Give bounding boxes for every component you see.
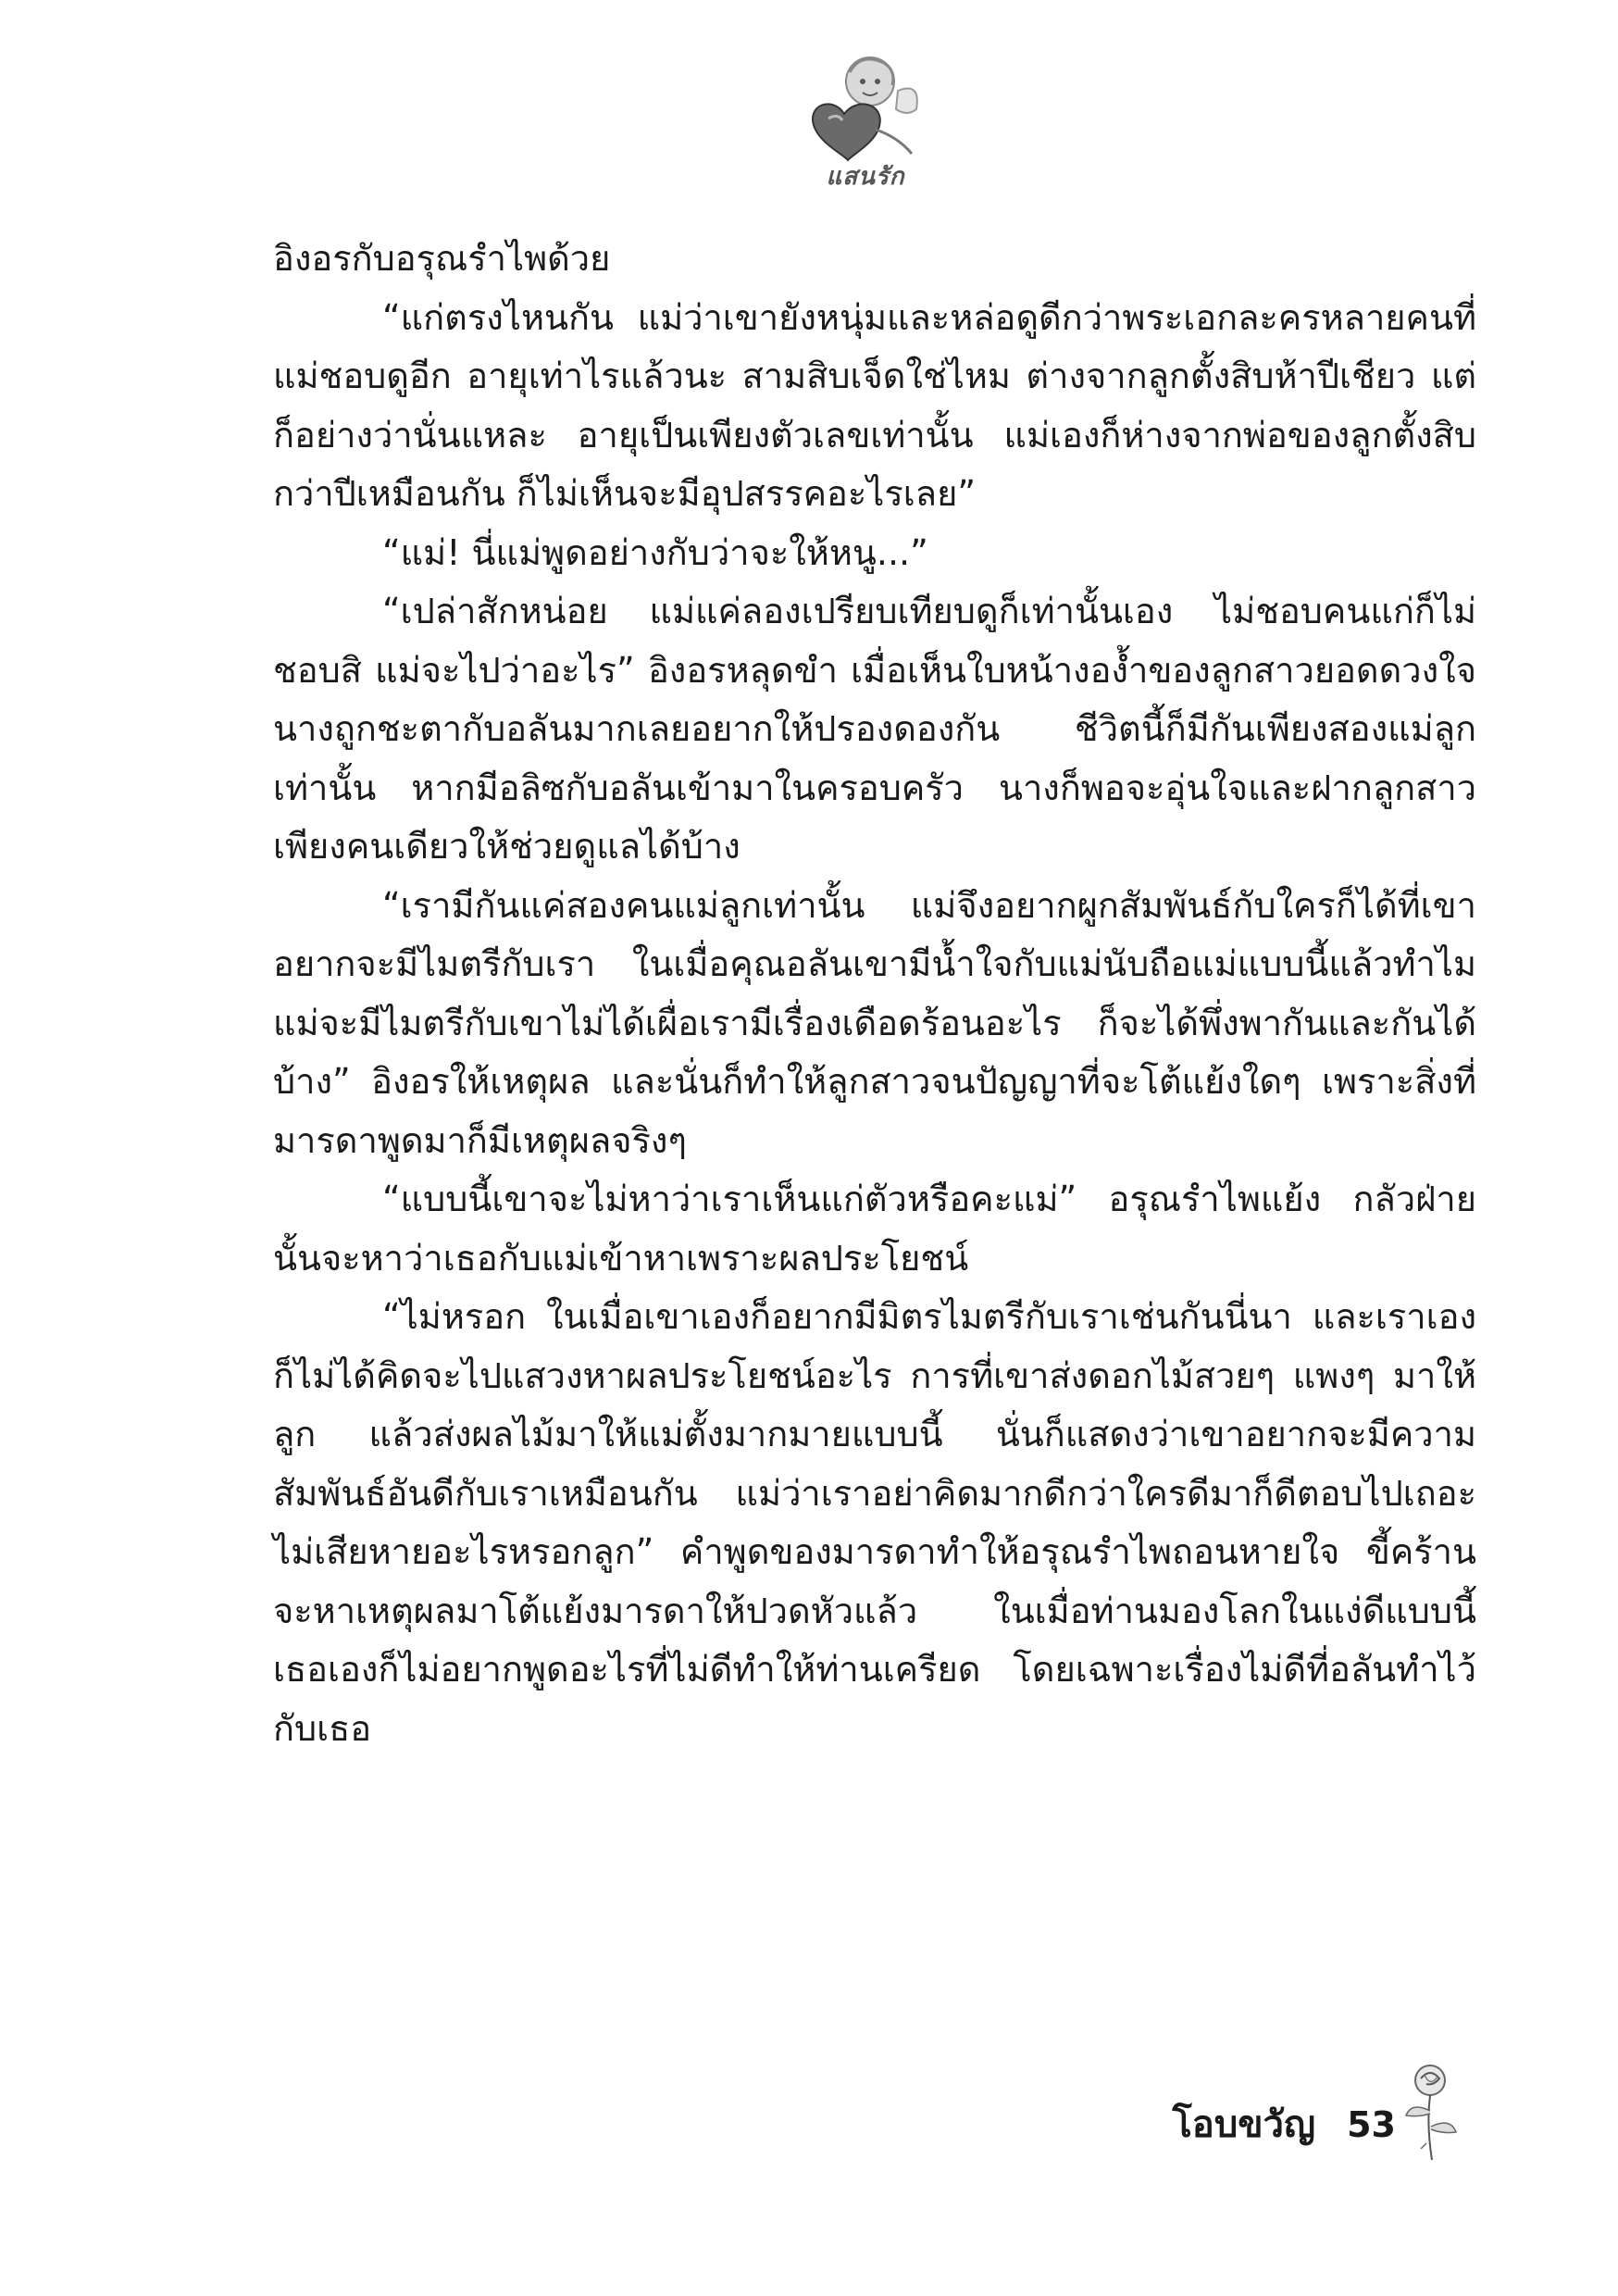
paragraph: “แบบนี้เขาจะไม่หาว่าเราเห็นแก่ตัวหรือคะแม่” อรุณรำไพแย้ง กลัวฝ่ายนั้นจะหาว่าเธอกับแม่เข้าหาเพราะผลประโยชน์: [273, 1179, 1476, 1279]
logo-text: แสนรัก: [826, 163, 905, 191]
paragraph: “แม่! นี่แม่พูดอย่างกับว่าจะให้หนู...”: [382, 531, 928, 573]
paragraph: อิงอรกับอรุณรำไพด้วย: [273, 238, 611, 279]
page-footer: [1172, 2094, 1396, 2153]
paragraph: “แก่ตรงไหนกัน แม่ว่าเขายังหนุ่มและหล่อดูดีกว่าพระเอกละครหลายคนที่แม่ชอบดูอีก อายุเท่าไรแล้วนะ สามสิบเจ็ดใช่ไหม ต่างจากลูกตั้งสิบห้าปีเชียว แต่ก็อย่างว่านั่นแหละ อายุเป็นเพียงตัวเลขเท่านั้น แม่เองก็ห่างจากพ่อของลูกตั้งสิบกว่าปีเหมือนกัน ก็ไม่เห็นจะมีอุปสรรคอะไรเลย”: [273, 296, 1476, 514]
paragraph: “เปล่าสักหน่อย แม่แค่ลองเปรียบเทียบดูก็เท่านั้นเอง ไม่ชอบคนแก่ก็ไม่ชอบสิ แม่จะไปว่าอะไร” อิงอรหลุดขำ เมื่อเห็นใบหน้างอง้ำของลูกสาวยอดดวงใจ นางถูกชะตากับอลันมากเลยอยากให้ปรองดองกัน ชีวิตนี้ก็มีกันเพียงสองแม่ลูกเท่านั้น หากมีอลิซกับอลันเข้ามาในครอบครัว นางก็พอจะอุ่นใจและฝากลูกสาวเพียงคนเดียวให้ช่วยดูแลได้บ้าง: [273, 591, 1476, 867]
page-number: 53: [1347, 2104, 1396, 2145]
body-text: [273, 230, 1476, 1758]
paragraph: “ไม่หรอก ในเมื่อเขาเองก็อยากมีมิตรไมตรีกับเราเช่นกันนี่นา และเราเองก็ไม่ได้คิดจะไปแสวงหาผลประโยชน์อะไร การที่เขาส่งดอกไม้สวยๆ แพงๆ มาให้ลูก แล้วส่งผลไม้มาให้แม่ตั้งมากมายแบบนี้ นั่นก็แสดงว่าเขาอยากจะมีความสัมพันธ์อันดีกับเราเหมือนกัน แม่ว่าเราอย่าคิดมากดีกว่าใครดีมาก็ดีตอบไปเถอะ ไม่เสียหายอะไรหรอกลูก” คำพูดของมารดาทำให้อรุณรำไพถอนหายใจ ขี้คร้านจะหาเหตุผลมาโต้แย้งมารดาให้ปวดหัวแล้ว ในเมื่อท่านมองโลกในแง่ดีแบบนี้ เธอเองก็ไม่อยากพูดอะไรที่ไม่ดีทำให้ท่านเครียด โดยเฉพาะเรื่องไม่ดีที่อลันทำไว้กับเธอ: [273, 1296, 1476, 1749]
book-title: โอบขวัญ: [1172, 2103, 1316, 2146]
rose-icon: [1393, 2060, 1467, 2162]
paragraph: “เรามีกันแค่สองคนแม่ลูกเท่านั้น แม่จึงอยากผูกสัมพันธ์กับใครก็ได้ที่เขาอยากจะมีไมตรีกับเรา ในเมื่อคุณอลันเขามีน้ำใจกับแม่นับถือแม่แบบนี้แล้วทำไมแม่จะมีไมตรีกับเขาไม่ได้เผื่อเรามีเรื่องเดือดร้อนอะไร ก็จะได้พึ่งพากันและกันได้บ้าง” อิงอรให้เหตุผล และนั่นก็ทำให้ลูกสาวจนปัญญาที่จะโต้แย้งใดๆ เพราะสิ่งที่มารดาพูดมาก็มีเหตุผลจริงๆ: [273, 884, 1476, 1161]
